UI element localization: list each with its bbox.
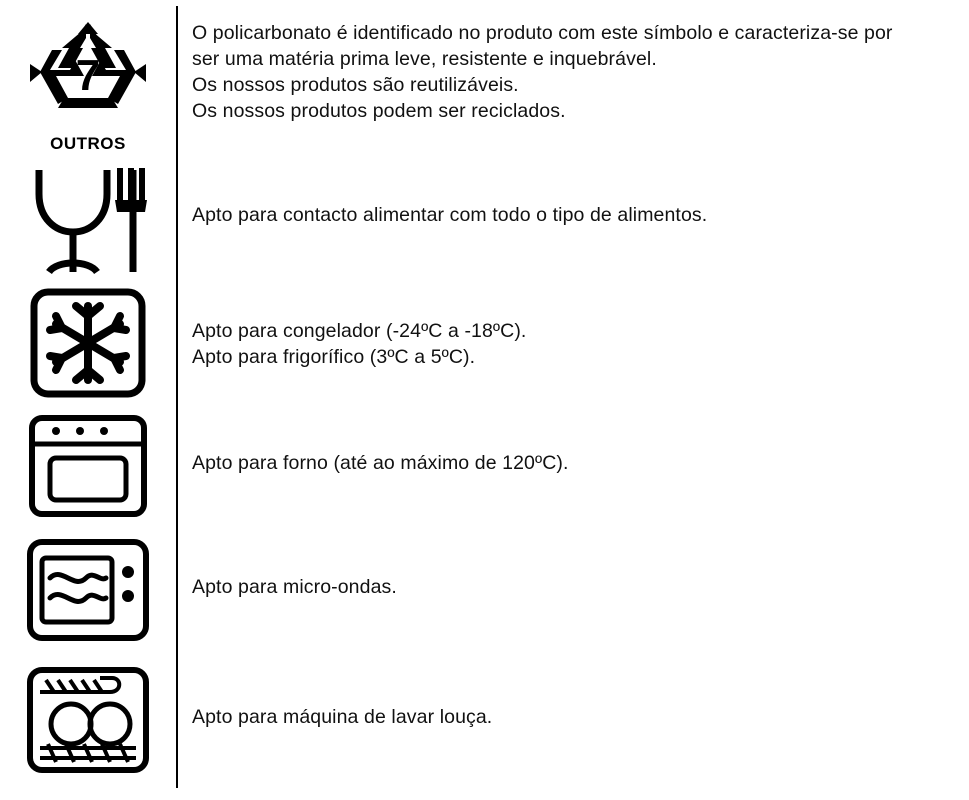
icon-cell: [0, 538, 176, 642]
legend-text-line: Apto para máquina de lavar louça.: [192, 706, 493, 728]
legend-text: [176, 414, 569, 476]
legend-row: [0, 160, 969, 280]
legend-text: [176, 20, 893, 124]
icon-cell: [0, 160, 176, 280]
icon-cell: [0, 666, 176, 774]
legend-text: [176, 666, 492, 730]
legend-row: [0, 538, 969, 642]
legend-text-line: Os nossos produtos são reutilizáveis.: [192, 74, 519, 96]
legend-text-line: Apto para micro-ondas.: [192, 576, 397, 598]
legend-text-line: Apto para forno (até ao máximo de 120ºC).: [192, 452, 569, 474]
legend-text-line: Apto para contacto alimentar com todo o tipo de alimentos.: [192, 204, 708, 226]
icon-cell: [0, 20, 176, 154]
microwave-icon: [26, 538, 150, 642]
legend-row: [0, 288, 969, 398]
recycling-caption: OUTROS: [50, 134, 126, 153]
legend-text: [176, 160, 707, 228]
legend-text-line: ser uma matéria prima leve, resistente e inquebrável.: [192, 48, 657, 70]
icon-cell: [0, 414, 176, 518]
legend-text: [176, 288, 526, 370]
legend-text-line: Os nossos produtos podem ser reciclados.: [192, 100, 566, 122]
food-safe-glass-fork-icon: [29, 160, 147, 280]
legend-text: [176, 538, 397, 600]
legend-row: [0, 20, 969, 154]
freezer-snowflake-icon: [30, 288, 146, 398]
oven-icon: [28, 414, 148, 518]
svg-text:7: 7: [75, 51, 101, 100]
icon-cell: [0, 288, 176, 398]
legend-row: [0, 666, 969, 774]
legend-text-line: Apto para congelador (-24ºC a -18ºC).: [192, 320, 527, 342]
legend-text-line: O policarbonato é identificado no produto com este símbolo e caracteriza-se por: [192, 22, 893, 44]
legend-text-line: Apto para frigorífico (3ºC a 5ºC).: [192, 346, 476, 368]
legend-row: [0, 414, 969, 518]
dishwasher-icon: [26, 666, 150, 774]
recycling-7-other-icon: [28, 20, 148, 132]
